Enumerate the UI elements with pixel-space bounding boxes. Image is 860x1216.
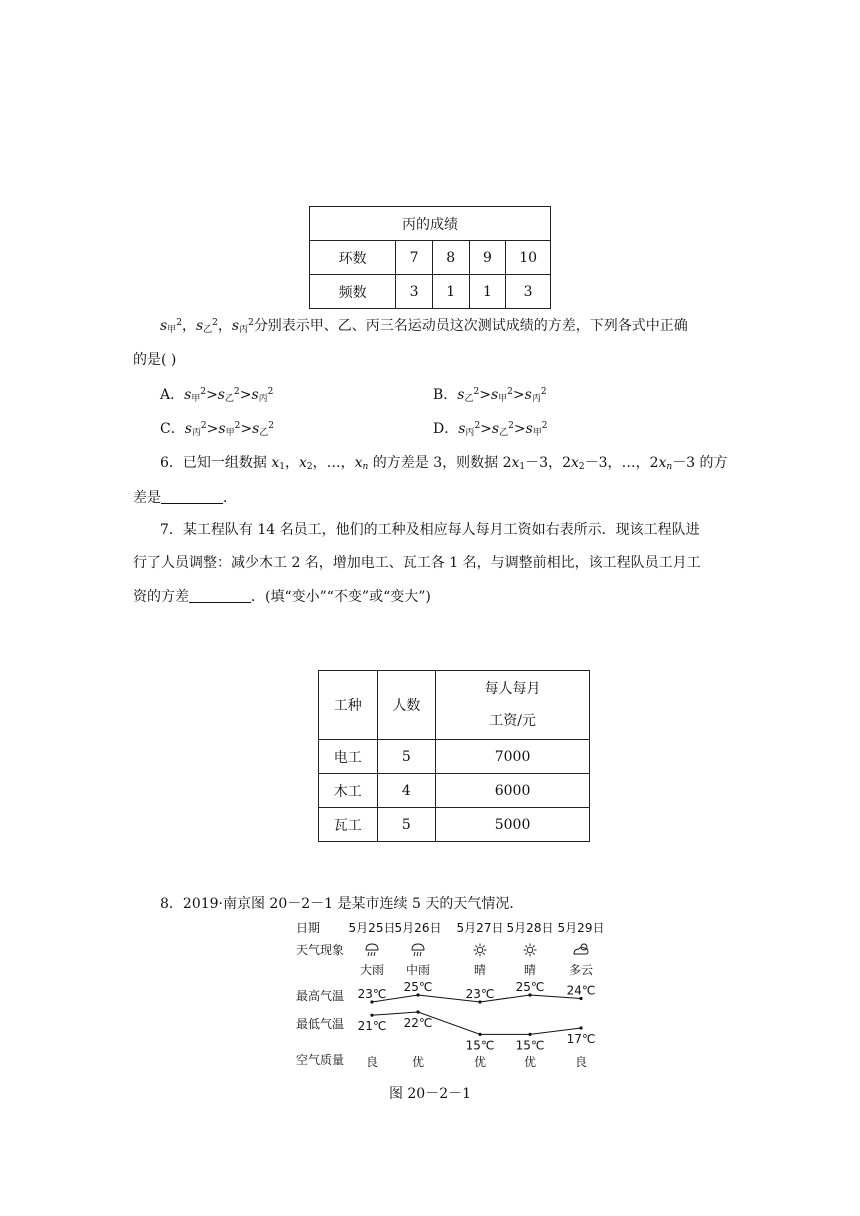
option-label: B． (433, 387, 458, 403)
option-label: A． (160, 387, 185, 403)
var-s: s (251, 387, 259, 403)
table-cell: 3 (396, 275, 433, 309)
var-s: s (491, 421, 500, 437)
heavy-rain-icon (366, 944, 378, 956)
air-quality-label: 优 (411, 1055, 425, 1069)
low-point (370, 1014, 373, 1017)
sub-bing: 丙 (191, 428, 201, 438)
sup-2: 2 (234, 421, 241, 431)
sub-yi: 乙 (203, 325, 213, 335)
q5-stem-line1 (160, 316, 688, 338)
sub-yi: 乙 (224, 394, 234, 404)
dots: …， (326, 455, 355, 471)
table-row (319, 740, 590, 774)
table-row (319, 774, 590, 808)
sub-1: 1 (279, 462, 285, 472)
q6-text: 6．已知一组数据 (160, 455, 272, 471)
q7-line1: 7．某工程队有 14 名员工，他们的工种及相应每人每月工资如右表所示．现该工程队进 (160, 522, 700, 538)
weather-label: 多云 (568, 963, 594, 977)
sub-bing: 丙 (258, 394, 268, 404)
low-temp-label: 15℃ (465, 1038, 495, 1053)
var-s: s (217, 387, 225, 403)
q6-line1: 6．已知一组数据 x1，x2，…，xn 的方差是 3，则数据 2x1－3，2x2－3，…，2xn－3 的方 (160, 455, 728, 472)
low-point (528, 1033, 531, 1036)
sep: ， (217, 318, 232, 334)
var-x: x (658, 455, 667, 471)
sup-2: 2 (474, 421, 481, 431)
dots: …， (621, 455, 650, 471)
low-point (579, 1026, 582, 1029)
q5-stem-line2: 的是( ) (133, 352, 177, 368)
q6-text: －3 的方 (672, 455, 728, 471)
sub-1: 1 (519, 462, 526, 472)
gt: > (239, 387, 252, 403)
sub-jia: 甲 (498, 394, 508, 404)
low-point (478, 1033, 481, 1036)
var-x: x (354, 455, 363, 471)
sup-2: 2 (268, 421, 274, 431)
air-quality-label: 良 (574, 1055, 588, 1069)
table-cell: 3 (506, 275, 551, 309)
air-quality-label: 良 (365, 1055, 379, 1069)
sub-bing: 丙 (239, 325, 249, 335)
var-s: s (458, 421, 466, 437)
stem-text: 分别表示甲、乙、丙三名运动员这次测试成绩的方差，下列各式中正确 (253, 318, 688, 334)
weather-label: 中雨 (405, 963, 431, 977)
gt: > (513, 421, 526, 437)
table-cell: 5 (377, 808, 436, 842)
table-cell: 9 (469, 241, 506, 275)
table-cell: 电工 (319, 740, 378, 774)
row-label-low: 最低气温 (296, 1017, 345, 1031)
sub-jia: 甲 (532, 428, 542, 438)
option-a (160, 385, 273, 407)
header-type: 工种 (319, 671, 378, 740)
var-s: s (160, 318, 168, 334)
score-table-bing (309, 206, 551, 309)
sub-yi: 乙 (464, 394, 474, 404)
sup-2: 2 (508, 421, 514, 431)
low-temp-label: 21℃ (357, 1019, 387, 1034)
table-cell: 4 (377, 774, 436, 808)
air-quality-label: 优 (473, 1055, 487, 1069)
figure-caption: 图 20－2－1 (388, 1086, 472, 1102)
sub-jia: 甲 (225, 428, 235, 438)
row-label-frequency: 频数 (310, 275, 396, 309)
sup-2: 2 (212, 318, 218, 328)
table-cell: 木工 (319, 774, 378, 808)
q7-text: 资的方差 (133, 589, 189, 605)
sup-2: 2 (473, 387, 480, 397)
var-s: s (231, 318, 240, 334)
gt: > (480, 421, 492, 437)
option-label: D． (433, 421, 459, 437)
row-label-date: 日期 (296, 921, 321, 935)
comma: ， (312, 455, 327, 471)
high-temp-label: 24℃ (566, 983, 596, 998)
wage-table (318, 670, 590, 842)
q6-text: 差是 (133, 490, 161, 506)
comma: ， (285, 455, 299, 471)
q6-line2 (133, 488, 237, 508)
sup-2: 2 (234, 387, 240, 397)
sub-2: 2 (578, 462, 585, 472)
sub-jia: 甲 (191, 394, 201, 404)
row-label-high: 最高气温 (296, 989, 345, 1003)
sep: ， (181, 318, 196, 334)
sub-yi: 乙 (499, 428, 509, 438)
table-cell: 瓦工 (319, 808, 378, 842)
option-label: C． (160, 421, 185, 437)
var-x: x (271, 455, 280, 471)
var-s: s (252, 421, 260, 437)
date-label: 5月25日 (348, 921, 396, 935)
air-quality-label: 优 (523, 1055, 537, 1069)
sun-icon (524, 944, 537, 957)
q6-text: 的方差是 3，则数据 2 (368, 455, 512, 471)
q7-text: ．(填“变小”“不变”或“变大”) (251, 589, 431, 605)
header-wage (436, 671, 590, 740)
sub-bing: 丙 (531, 394, 541, 404)
var-s: s (525, 421, 533, 437)
var-x: x (511, 455, 520, 471)
high-temp-label: 23℃ (465, 987, 495, 1001)
table-cell: 5 (377, 740, 436, 774)
row-label-air: 空气质量 (296, 1053, 345, 1067)
weather-chart (290, 916, 610, 1076)
high-temp-label: 25℃ (515, 980, 545, 994)
var-s: s (195, 318, 204, 334)
sun-icon (474, 944, 487, 957)
minus3: －3， (584, 455, 622, 471)
header-wage-line2: 工资/元 (489, 713, 536, 729)
sup-2: 2 (540, 387, 547, 397)
gt: > (206, 387, 218, 403)
gt: > (206, 421, 219, 437)
option-c (160, 419, 274, 441)
sub-yi: 乙 (259, 428, 269, 438)
gt: > (240, 421, 253, 437)
date-label: 5月26日 (394, 921, 442, 935)
table-cell: 5000 (436, 808, 590, 842)
sup-2: 2 (541, 421, 548, 431)
sup-2: 2 (248, 318, 254, 328)
minus3: －3， (525, 455, 563, 471)
rain-icon (412, 944, 424, 956)
date-label: 5月27日 (456, 921, 504, 935)
answer-blank[interactable] (189, 588, 251, 603)
var-s: s (524, 387, 532, 403)
q6-text: ． (223, 490, 237, 506)
weather-label: 晴 (473, 963, 487, 977)
sub-2: 2 (306, 462, 313, 472)
date-label: 5月28日 (506, 921, 554, 935)
var-s: s (184, 421, 192, 437)
option-d (433, 419, 548, 441)
low-temp-label: 17℃ (566, 1032, 596, 1046)
var-s: s (218, 421, 226, 437)
table-cell: 10 (506, 241, 551, 275)
q7-line2: 行了人员调整：减少木工 2 名，增加电工、瓦工各 1 名，与调整前相比，该工程队员工月工 (133, 555, 701, 571)
sup-2: 2 (176, 318, 182, 328)
row-label-rings: 环数 (310, 241, 396, 275)
sub-jia: 甲 (167, 325, 177, 335)
sub-bing: 丙 (465, 428, 475, 438)
var-x: x (299, 455, 307, 471)
sup-2: 2 (267, 387, 274, 397)
low-temp-label: 22℃ (403, 1016, 433, 1030)
weather-label: 晴 (523, 963, 537, 977)
weather-label: 大雨 (359, 963, 385, 977)
var-x: x (571, 455, 579, 471)
q8-text: 8．2019·南京图 20－2－1 是某市连续 5 天的天气情况． (160, 896, 524, 912)
sup-2: 2 (507, 387, 513, 397)
gt: > (479, 387, 491, 403)
q7-line3 (133, 587, 431, 607)
var-s: s (457, 387, 465, 403)
date-label: 5月29日 (557, 921, 605, 935)
low-point (416, 1010, 419, 1013)
table-cell: 7 (396, 241, 433, 275)
cloudy-icon (574, 944, 588, 954)
table-cell: 1 (432, 275, 469, 309)
table-cell: 1 (469, 275, 506, 309)
table-cell: 8 (432, 241, 469, 275)
row-label-weather: 天气现象 (296, 943, 345, 957)
var-s: s (184, 387, 192, 403)
table-row (319, 808, 590, 842)
header-wage-line1: 每人每月 (484, 681, 541, 697)
gt: > (512, 387, 525, 403)
low-temp-label: 15℃ (515, 1038, 545, 1053)
high-temp-label: 23℃ (357, 987, 387, 1001)
table-title: 丙的成绩 (310, 207, 551, 241)
answer-blank[interactable] (161, 489, 223, 504)
table-cell: 6000 (436, 774, 590, 808)
table-cell: 7000 (436, 740, 590, 774)
high-temp-label: 25℃ (403, 980, 433, 994)
sub-n: n (362, 462, 369, 472)
sup-2: 2 (200, 387, 207, 397)
header-count: 人数 (377, 671, 436, 740)
var-s: s (490, 387, 499, 403)
option-b (433, 385, 547, 407)
sup-2: 2 (200, 421, 207, 431)
sub-n: n (666, 462, 673, 472)
